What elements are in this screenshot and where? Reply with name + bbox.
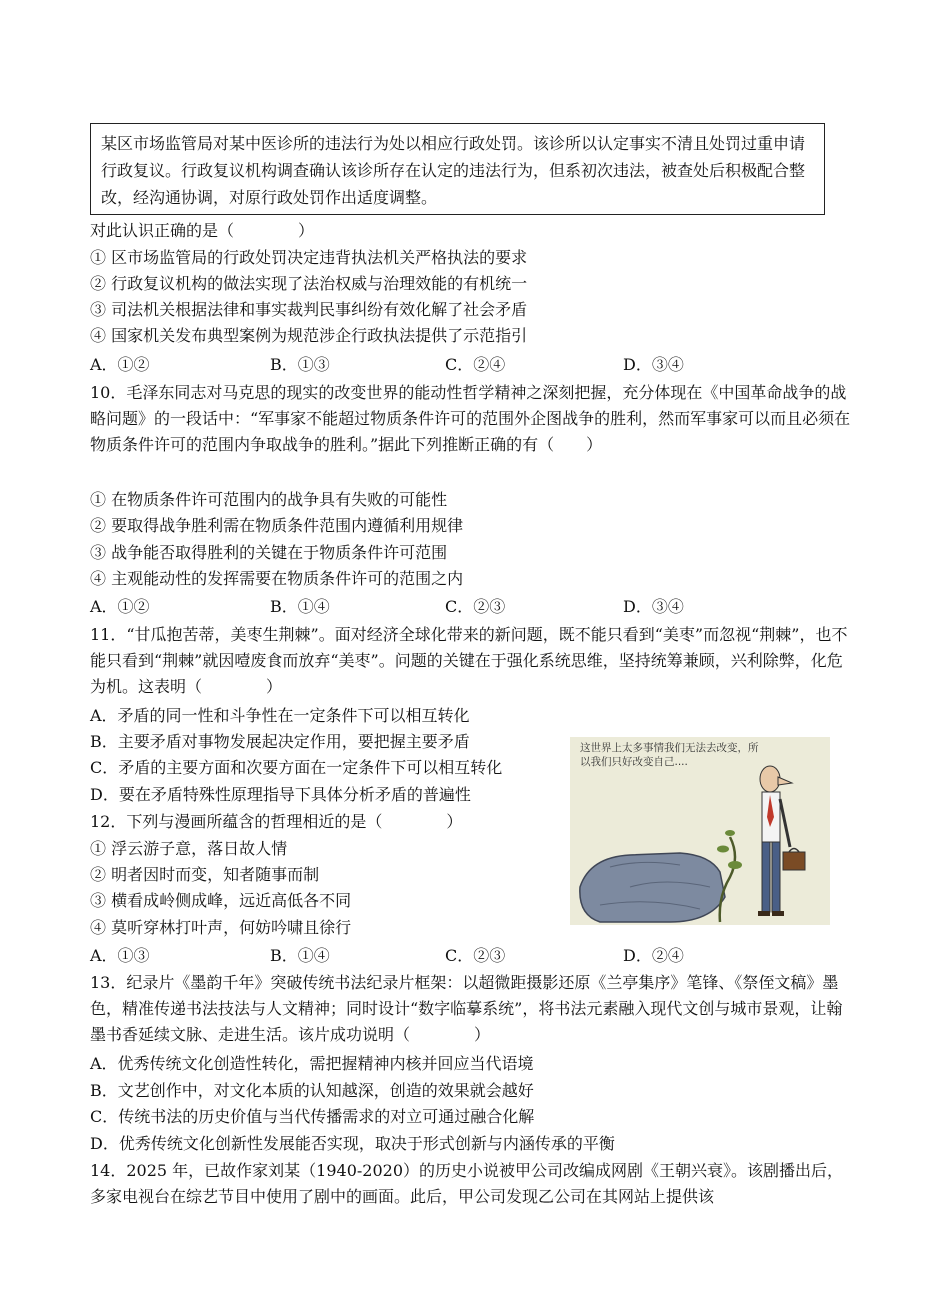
q12-option-d[interactable]: D．②④ bbox=[623, 946, 684, 965]
q10-option-d[interactable]: D．③④ bbox=[623, 597, 684, 616]
sprout-leaf bbox=[717, 846, 729, 853]
q12-item-3: ③ 横看成岭侧成峰，远近高低各不同 bbox=[90, 891, 352, 910]
briefcase-icon bbox=[783, 852, 805, 870]
man-left-leg bbox=[762, 842, 770, 912]
q12-item-4: ④ 莫听穿林打叶声，何妨吟啸且徐行 bbox=[90, 918, 352, 937]
q11-stem: 11．“甘瓜抱苦蒂，美枣生荆棘”。面对经济全球化带来的新问题，既不能只看到“美枣”而忽视“荆棘”，也不能只看到“荆棘”就因噎废食而放弃“美枣”。问题的关键在于强化系统思维，坚持统筹兼顾，兴利除弊，化危为机。这表明（ ） bbox=[90, 625, 848, 696]
cartoon-image bbox=[570, 737, 830, 925]
q13-stem: 13．纪录片《墨韵千年》突破传统书法纪录片框架：以超微距摄影还原《兰亭集序》笔锋、《祭侄文稿》墨色，精准传递书法技法与人文精神；同时设计“数字临摹系统”，将书法元素融入现代文创与城市景观，让翰墨书香延续文脉、走进生活。该片成功说明（ ） bbox=[90, 973, 843, 1044]
sprout-leaf bbox=[725, 830, 735, 836]
man-right-shoe bbox=[772, 911, 784, 916]
q11-option-a[interactable]: A．矛盾的同一性和斗争性在一定条件下可以相互转化 bbox=[90, 706, 470, 725]
man-right-leg bbox=[772, 842, 780, 912]
q9-item-2: ② 行政复议机构的做法实现了法治权威与治理效能的有机统一 bbox=[90, 274, 528, 293]
q13-option-c[interactable]: C．传统书法的历史价值与当代传播需求的对立可通过融合化解 bbox=[90, 1107, 535, 1126]
q11-option-b[interactable]: B．主要矛盾对事物发展起决定作用，要把握主要矛盾 bbox=[90, 732, 470, 751]
q10-option-a[interactable]: A．①② bbox=[90, 597, 150, 616]
q13-option-d[interactable]: D．优秀传统文化创新性发展能否实现，取决于形式创新与内涵传承的平衡 bbox=[90, 1134, 615, 1153]
case-passage-box bbox=[90, 123, 825, 215]
q9-option-a[interactable]: A．①② bbox=[90, 355, 150, 374]
q14-stem: 14．2025 年，已故作家刘某（1940-2020）的历史小说被甲公司改编成网剧《王朝兴衰》。该剧播出后，多家电视台在综艺节目中使用了剧中的画面。此后，甲公司发现乙公司在其网站上提供该 bbox=[90, 1161, 844, 1206]
q12-option-b[interactable]: B．①④ bbox=[270, 946, 330, 965]
q12-option-a[interactable]: A．①③ bbox=[90, 946, 150, 965]
q12-option-c[interactable]: C．②③ bbox=[445, 946, 506, 965]
q13-option-a[interactable]: A．优秀传统文化创造性转化，需把握精神内核并回应当代语境 bbox=[90, 1054, 534, 1073]
cartoon-caption-line-2: 以我们只好改变自己.... bbox=[580, 756, 688, 768]
man-left-shoe bbox=[758, 911, 770, 916]
q12-stem: 12．下列与漫画所蕴含的哲理相近的是（ ） bbox=[90, 812, 463, 831]
q9-item-4: ④ 国家机关发布典型案例为规范涉企行政执法提供了示范指引 bbox=[90, 326, 528, 345]
q13-option-b[interactable]: B．文艺创作中，对文化本质的认知越深，创造的效果就会越好 bbox=[90, 1081, 534, 1100]
q10-option-b[interactable]: B．①④ bbox=[270, 597, 330, 616]
q11-option-d[interactable]: D．要在矛盾特殊性原理指导下具体分析矛盾的普遍性 bbox=[90, 785, 471, 804]
q10-item-4: ④ 主观能动性的发挥需要在物质条件许可的范围之内 bbox=[90, 569, 464, 588]
rock-shape bbox=[580, 853, 725, 922]
q9-option-c[interactable]: C．②④ bbox=[445, 355, 506, 374]
q9-item-3: ③ 司法机关根据法律和事实裁判民事纠纷有效化解了社会矛盾 bbox=[90, 300, 528, 319]
man-head bbox=[760, 766, 780, 792]
cartoon-caption-line-1: 这世界上太多事情我们无法去改变，所 bbox=[580, 742, 759, 754]
q9-item-1: ① 区市场监管局的行政处罚决定违背执法机关严格执法的要求 bbox=[90, 248, 528, 267]
q12-item-1: ① 浮云游子意，落日故人情 bbox=[90, 839, 288, 858]
q10-stem: 10．毛泽东同志对马克思的现实的改变世界的能动性哲学精神之深刻把握，充分体现在《中国革命战争的战略问题》的一段话中：“军事家不能超过物质条件许可的范围外企图战争的胜利，然而军事家可以而且必须在物质条件许可的范围内争取战争的胜利。”据此下列推断正确的有（ ） bbox=[90, 383, 851, 454]
q9-option-b[interactable]: B．①③ bbox=[270, 355, 330, 374]
case-passage-text: 某区市场监管局对某中医诊所的违法行为处以相应行政处罚。该诊所以认定事实不清且处罚过重申请行政复议。行政复议机构调查确认该诊所存在认定的违法行为，但系初次违法，被查处后积极配合整改，经沟通协调，对原行政处罚作出适度调整。 bbox=[101, 134, 806, 207]
q9-option-d[interactable]: D．③④ bbox=[623, 355, 684, 374]
q12-item-2: ② 明者因时而变，知者随事而制 bbox=[90, 865, 320, 884]
q10-item-3: ③ 战争能否取得胜利的关键在于物质条件许可范围 bbox=[90, 543, 448, 562]
q11-option-c[interactable]: C．矛盾的主要方面和次要方面在一定条件下可以相互转化 bbox=[90, 758, 503, 777]
sprout-leaf bbox=[728, 861, 742, 869]
q9-stem: 对此认识正确的是（ ） bbox=[90, 221, 315, 240]
q10-item-2: ② 要取得战争胜利需在物质条件范围内遵循利用规律 bbox=[90, 516, 464, 535]
q10-item-1: ① 在物质条件许可范围内的战争具有失败的可能性 bbox=[90, 490, 448, 509]
q10-option-c[interactable]: C．②③ bbox=[445, 597, 506, 616]
